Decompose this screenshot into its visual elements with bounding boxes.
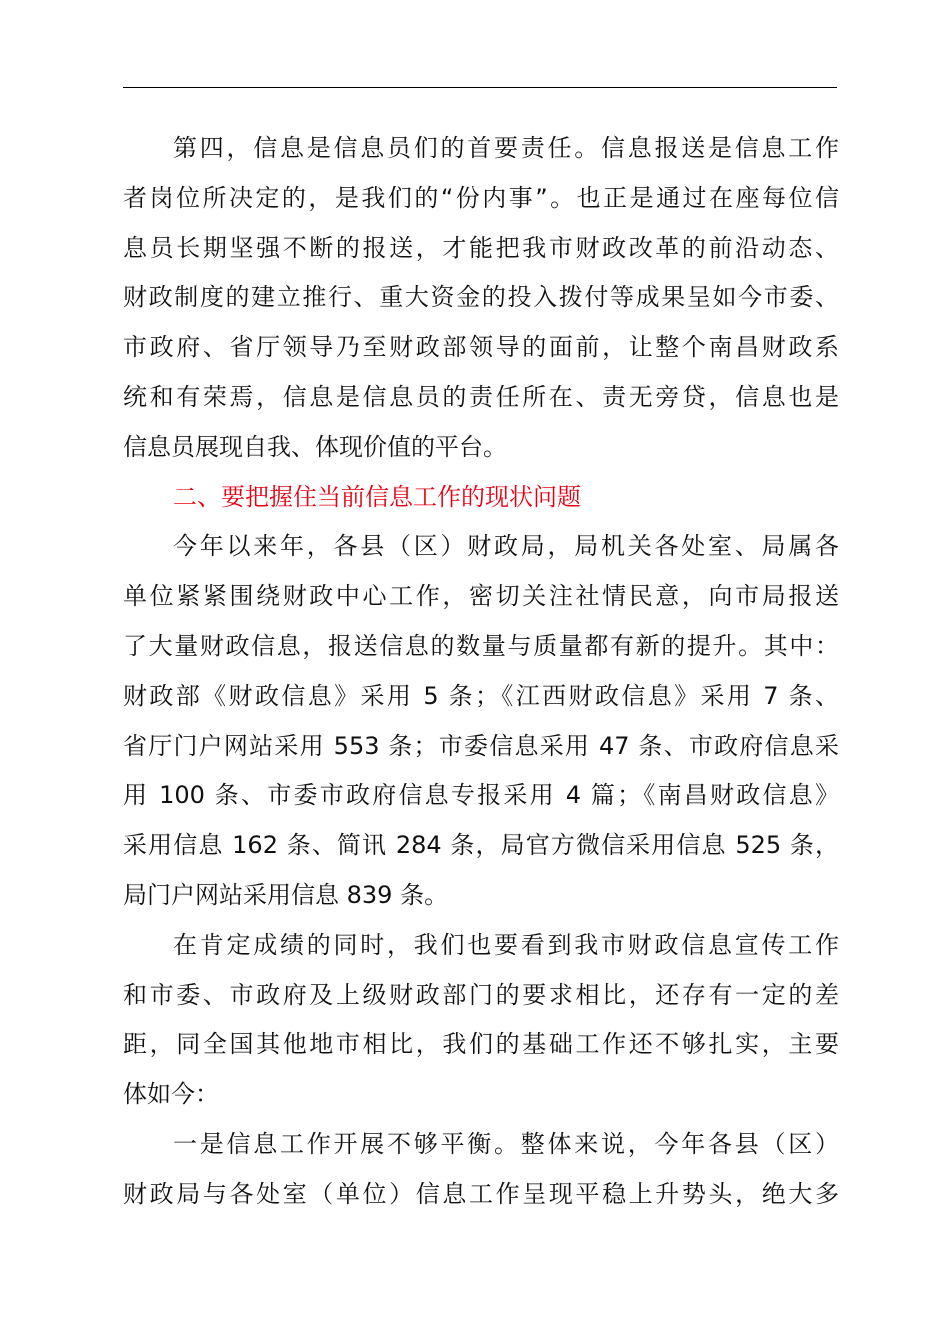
text-line: 者岗位所决定的，是我们的“份内事”。也正是通过在座每位信 — [123, 183, 839, 212]
paragraph-gaps — [123, 921, 839, 1120]
paragraph-fourth-point — [123, 124, 839, 473]
section-heading-2 — [123, 473, 839, 523]
text-line: 财政部《财政信息》采用 5 条；《江西财政信息》采用 7 条、 — [123, 681, 839, 710]
header-rule — [123, 87, 837, 88]
text-line: 财政局与各处室（单位）信息工作呈现平稳上升势头，绝大多 — [123, 1179, 839, 1208]
section-heading-text: 二、要把握住当前信息工作的现状问题 — [173, 482, 581, 511]
text-line: 息员长期坚强不断的报送，才能把我市财政改革的前沿动态、 — [123, 233, 839, 262]
text-line: 第四，信息是信息员们的首要责任。信息报送是信息工作 — [173, 134, 839, 162]
text-line: 了大量财政信息，报送信息的数量与质量都有新的提升。其中： — [123, 631, 839, 660]
text-line: 局门户网站采用信息 839 条。 — [123, 880, 449, 909]
document-body — [123, 124, 839, 1220]
text-line: 体如今： — [123, 1080, 219, 1109]
text-line: 距，同全国其他地市相比，我们的基础工作还不够扎实，主要 — [123, 1030, 839, 1059]
text-line: 统和有荣焉，信息是信息员的责任所在、责无旁贷，信息也是 — [123, 382, 839, 411]
text-line: 用 100 条、市委市政府信息专报采用 4 篇；《南昌财政信息》 — [123, 781, 839, 810]
text-line: 一是信息工作开展不够平衡。整体来说，今年各县（区） — [173, 1129, 839, 1158]
text-line: 和市委、市政府及上级财政部门的要求相比，还存有一定的差 — [123, 980, 839, 1009]
text-line: 采用信息 162 条、简讯 284 条，局官方微信采用信息 525 条， — [123, 831, 839, 860]
text-line: 单位紧紧围绕财政中心工作，密切关注社情民意，向市局报送 — [123, 582, 839, 611]
text-line: 省厅门户网站采用 553 条；市委信息采用 47 条、市政府信息采 — [123, 731, 839, 760]
text-line: 今年以来年，各县（区）财政局，局机关各处室、局属各 — [173, 532, 839, 561]
text-line: 信息员展现自我、体现价值的平台。 — [123, 432, 507, 461]
text-line: 财政制度的建立推行、重大资金的投入拨付等成果呈如今市委、 — [123, 283, 839, 312]
paragraph-imbalance — [123, 1120, 839, 1220]
text-line: 市政府、省厅领导乃至财政部领导的面前，让整个南昌财政系 — [123, 333, 839, 362]
text-line: 在肯定成绩的同时，我们也要看到我市财政信息宣传工作 — [173, 930, 839, 959]
paragraph-achievements — [123, 522, 839, 920]
